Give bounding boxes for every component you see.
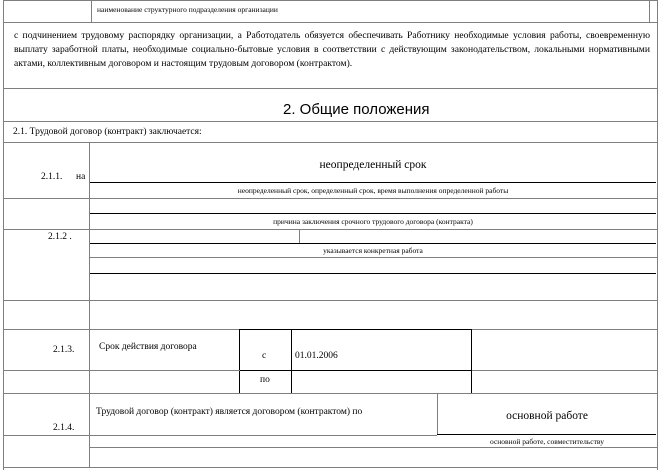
row-divider: [90, 257, 658, 258]
outer-border-bottom: [3, 467, 658, 468]
row-divider: [3, 300, 658, 301]
header-right-divider: [649, 0, 650, 22]
underline: [90, 273, 656, 274]
row-divider: [3, 121, 658, 122]
outer-border-right: [657, 0, 658, 470]
date-box-left: [239, 329, 240, 394]
date-box-inner-divider: [291, 329, 292, 394]
clause-2-1-3-number: 2.1.3.: [53, 345, 75, 355]
clause-2-1-1-number: 2.1.1.: [41, 172, 63, 182]
outer-border-left: [3, 0, 4, 470]
clause-2-1-2-number: 2.1.2 .: [48, 232, 72, 242]
date-from-value[interactable]: 01.01.2006: [295, 351, 338, 361]
row-divider: [3, 393, 658, 394]
contract-term-label: Срок действия договора: [99, 342, 197, 352]
clause-2-1-1-prefix: на: [76, 172, 86, 182]
row-divider: [3, 370, 240, 371]
row-divider: [3, 198, 658, 199]
row-divider: [3, 229, 658, 230]
outer-border-top: [3, 0, 658, 1]
cell-divider: [299, 229, 300, 243]
row-divider: [472, 370, 658, 371]
underline: [90, 243, 656, 244]
row-divider: [90, 447, 658, 448]
contract-type-label: Трудовой договор (контракт) является договором (контрактом) по: [96, 407, 363, 417]
clause-2-1-1-value: неопределенный срок: [319, 159, 427, 171]
underline: [437, 434, 656, 435]
row-divider: [3, 142, 658, 143]
date-from-label: с: [262, 351, 267, 361]
underline: [90, 213, 656, 214]
clause-2-1-1-caption: неопределенный срок, определенный срок, время выполнения определенной работы: [237, 186, 509, 195]
clause-2-1-4-number: 2.1.4.: [53, 423, 75, 433]
contract-type-caption: основной работе, совместительству: [490, 437, 604, 446]
clause-2-1-1-reason-caption: причина заключения срочного трудового договора (контракта): [273, 217, 473, 226]
date-to-label: по: [260, 375, 270, 385]
date-box-row-divider: [239, 370, 472, 371]
header-left-divider: [91, 0, 92, 22]
clause-2-1-text: 2.1. Трудовой договор (контракт) заключается:: [13, 127, 202, 137]
date-box-top: [239, 329, 472, 330]
intro-paragraph: с подчинением трудовому распорядку организации, а Работодатель обязуется обеспечивать Работнику необходимые условия работы, своевременную выплату заработной платы, необходимые социально-бытовые условия в соответствии с действующим законодательством, локальными нормативными актами, коллективным договором и настоящим трудовым договором (контрактом).: [14, 30, 650, 69]
clause-2-1-2-caption: указывается конкретная работа: [323, 246, 423, 255]
underline: [90, 182, 656, 183]
date-box-right: [471, 329, 472, 394]
row-divider: [3, 435, 437, 436]
contract-type-value: основной работе: [506, 410, 588, 422]
row-divider: [3, 22, 658, 23]
section-title: 2. Общие положения: [283, 101, 430, 118]
row-divider: [3, 88, 658, 89]
subdivision-caption: наименование структурного подразделения организации: [97, 5, 278, 14]
